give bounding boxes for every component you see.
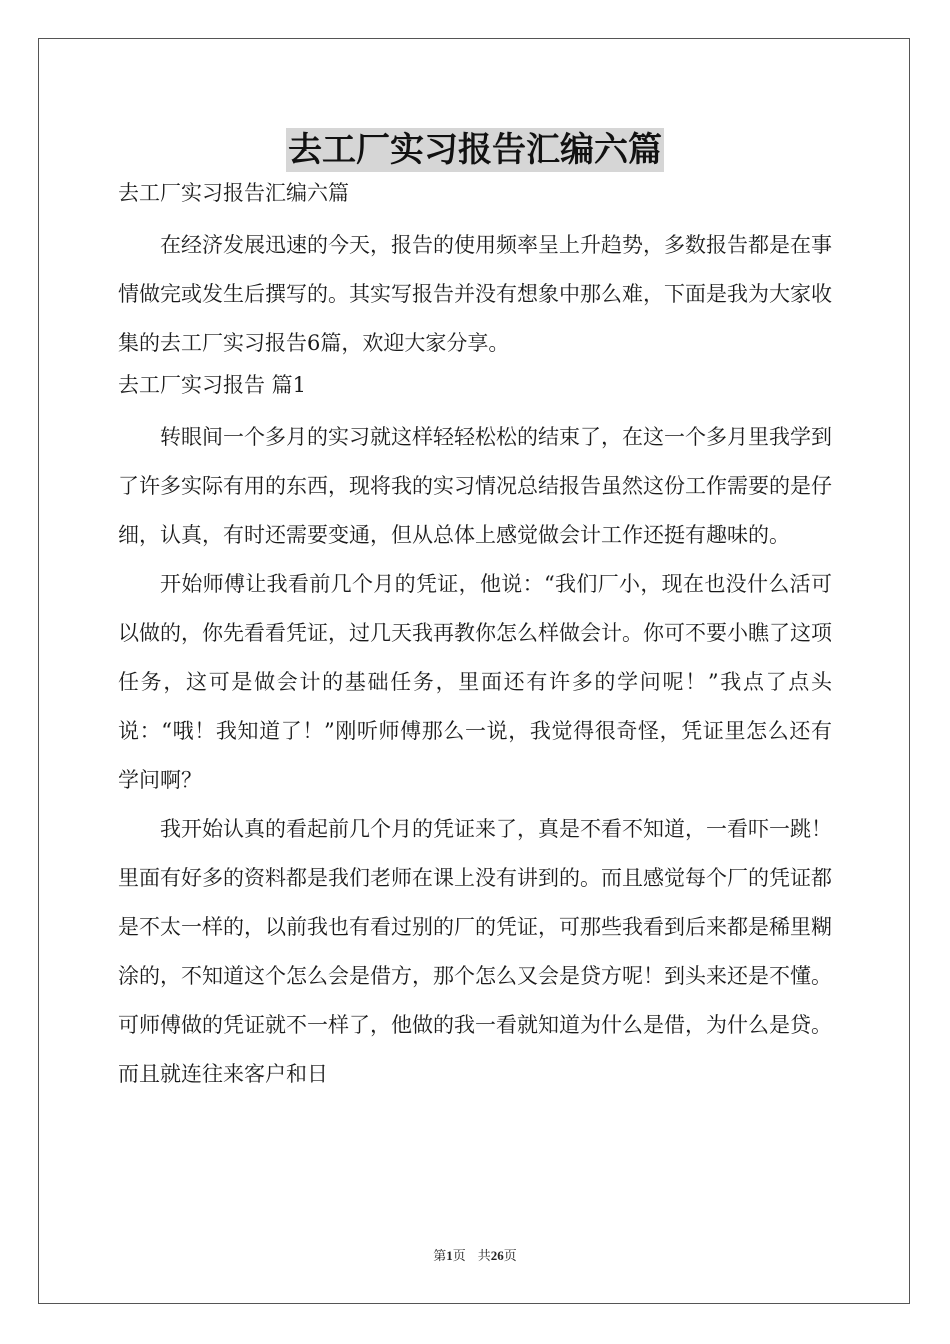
- title-container: [0, 128, 950, 172]
- document-subtitle: 去工厂实习报告汇编六篇: [118, 181, 349, 205]
- intro-paragraph: 在经济发展迅速的今天，报告的使用频率呈上升趋势，多数报告都是在事情做完或发生后撰写的。其实写报告并没有想象中那么难，下面是我为大家收集的去工厂实习报告6篇，欢迎大家分享。: [118, 233, 832, 355]
- page-suffix: 页: [452, 1248, 466, 1263]
- page-footer: [0, 1247, 950, 1265]
- section-heading: 去工厂实习报告 篇1: [118, 373, 307, 397]
- document-body: [118, 178, 832, 1099]
- body-paragraph: 开始师傅让我看前几个月的凭证，他说：“我们厂小，现在也没什么活可以做的，你先看看凭证，过几天我再教你怎么样做会计。你可不要小瞧了这项任务，这可是做会计的基础任务，里面还有许多的学问呢！”我点了点头说：“哦！我知道了！”刚听师傅那么一说，我觉得很奇怪，凭证里怎么还有学问啊？: [118, 572, 832, 792]
- page-number: 1: [446, 1248, 453, 1263]
- document-title: 去工厂实习报告汇编六篇: [288, 130, 662, 170]
- page-prefix: 第: [433, 1248, 447, 1263]
- body-paragraph: 转眼间一个多月的实习就这样轻轻松松的结束了，在这一个多月里我学到了许多实际有用的东西，现将我的实习情况总结报告虽然这份工作需要的是仔细，认真，有时还需要变通，但从总体上感觉做会计工作还挺有趣味的。: [118, 425, 832, 547]
- total-prefix: 共: [477, 1248, 491, 1263]
- total-pages: 26: [490, 1248, 504, 1263]
- total-suffix: 页: [503, 1248, 517, 1263]
- body-paragraph: 我开始认真的看起前几个月的凭证来了，真是不看不知道，一看吓一跳！里面有好多的资料都是我们老师在课上没有讲到的。而且感觉每个厂的凭证都是不太一样的，以前我也有看过别的厂的凭证，可那些我看到后来都是稀里糊涂的，不知道这个怎么会是借方，那个怎么又会是贷方呢！到头来还是不懂。可师傅做的凭证就不一样了，他做的我一看就知道为什么是借，为什么是贷。而且就连往来客户和日: [118, 817, 832, 1086]
